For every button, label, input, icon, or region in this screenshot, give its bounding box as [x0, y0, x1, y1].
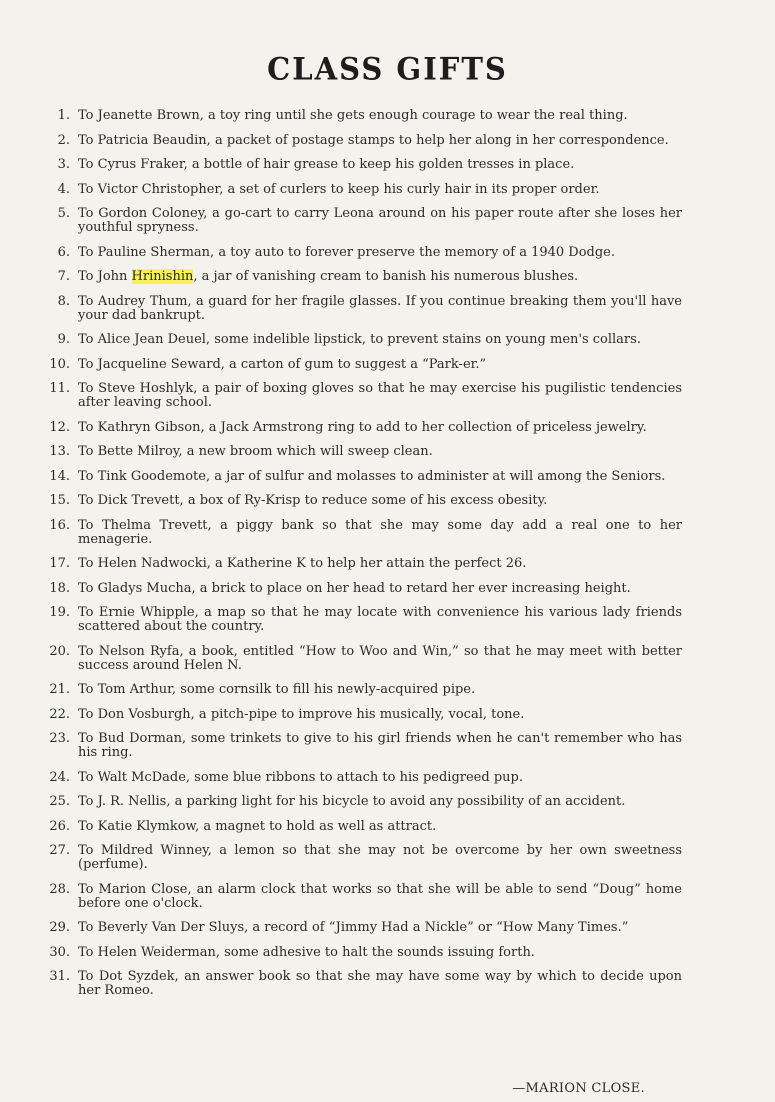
item-text: To Walt McDade, some blue ribbons to attach to his pedigreed pup.	[78, 769, 523, 785]
item-text: To Kathryn Gibson, a Jack Armstrong ring to add to her collection of priceless jewelry.	[78, 419, 647, 435]
item-text: To Dot Syzdek, an answer book so that she may have some way by which to decide upon her Romeo.	[78, 969, 682, 998]
list-item	[42, 109, 682, 123]
item-text: To Steve Hoshlyk, a pair of boxing gloves so that he may exercise his pugilistic tendencies after leaving school.	[78, 381, 682, 410]
item-number: 14.	[49, 468, 70, 484]
item-number: 3.	[57, 157, 70, 172]
item-number: 25.	[49, 794, 70, 809]
list-item	[42, 333, 682, 347]
item-text	[78, 270, 682, 284]
item-number: 23.	[49, 731, 70, 746]
item-number: 28.	[49, 881, 70, 897]
item-text: To Gordon Coloney, a go-cart to carry Leona around on his paper route after she loses her youthful spryness.	[78, 206, 682, 235]
item-number: 16.	[49, 517, 70, 533]
list-item	[42, 246, 682, 260]
item-text: To Jacqueline Seward, a carton of gum to suggest a “Park-er.”	[78, 356, 487, 372]
item-text: To Dick Trevett, a box of Ry-Krisp to reduce some of his excess obesity.	[78, 493, 548, 508]
item-number: 10.	[49, 356, 70, 372]
list-item	[42, 557, 682, 571]
list-item	[42, 795, 682, 809]
item-text: To Cyrus Fraker, a bottle of hair grease to keep his golden tresses in place.	[78, 157, 575, 172]
item-text-pre: To John	[78, 269, 132, 284]
item-text: To Helen Weiderman, some adhesive to halt the sounds issuing forth.	[78, 944, 535, 960]
item-text: To Nelson Ryfa, a book, entitled “How to Woo and Win,” so that he may meet with better success around Helen N.	[78, 643, 682, 673]
item-text: To Victor Christopher, a set of curlers to keep his curly hair in its proper order.	[78, 181, 600, 197]
item-text: To Marion Close, an alarm clock that works so that she will be able to send “Doug” home before one o'clock.	[78, 881, 682, 911]
item-text: To Bud Dorman, some trinkets to give to his girl friends when he can't remember who has his ring.	[78, 731, 682, 760]
list-item	[42, 134, 682, 148]
item-number: 9.	[57, 332, 70, 347]
item-text: To J. R. Nellis, a parking light for his bicycle to avoid any possibility of an accident.	[78, 794, 626, 809]
list-item	[42, 382, 682, 410]
list-item	[42, 183, 682, 197]
item-text: To Ernie Whipple, a map so that he may locate with convenience his various lady friends scattered about the country.	[78, 605, 682, 634]
list-item	[42, 158, 682, 172]
list-item	[42, 207, 682, 235]
item-number: 1.	[57, 108, 70, 123]
list-item	[42, 946, 682, 960]
list-item	[42, 519, 682, 547]
item-text: To Helen Nadwocki, a Katherine K to help her attain the perfect 26.	[78, 556, 527, 571]
item-text: To Patricia Beaudin, a packet of postage stamps to help her along in her correspondence.	[78, 132, 669, 148]
list-item	[42, 582, 682, 596]
item-number: 19.	[49, 605, 70, 620]
item-text: To Thelma Trevett, a piggy bank so that she may some day add a real one to her menagerie.	[78, 517, 682, 547]
list-item	[42, 708, 682, 722]
item-number: 13.	[49, 444, 70, 459]
item-text: To Gladys Mucha, a brick to place on her head to retard her ever increasing height.	[78, 580, 631, 596]
item-number: 17.	[49, 556, 70, 571]
list-item	[42, 470, 682, 484]
list-item	[42, 732, 682, 760]
item-number: 20.	[49, 643, 70, 659]
page-title: CLASS GIFTS	[267, 51, 508, 87]
highlighted-name: Hrinishin	[131, 269, 194, 284]
list-item	[42, 606, 682, 634]
item-number: 26.	[49, 818, 70, 834]
list-item	[42, 820, 682, 834]
list-item	[42, 421, 682, 435]
item-text-post: , a jar of vanishing cream to banish his numerous blushes.	[193, 269, 579, 284]
item-number: 4.	[57, 181, 70, 197]
item-text: To Alice Jean Deuel, some indelible lipstick, to prevent stains on young men's collars.	[78, 332, 641, 347]
item-number: 22.	[49, 706, 70, 722]
item-number: 24.	[49, 769, 70, 785]
item-number: 27.	[49, 843, 70, 858]
item-text: To Don Vosburgh, a pitch-pipe to improve his musically, vocal, tone.	[78, 706, 525, 722]
item-number: 11.	[49, 381, 70, 396]
list-item	[42, 683, 682, 697]
list-item	[42, 771, 682, 785]
item-number: 15.	[49, 493, 70, 508]
item-text: To Tink Goodemote, a jar of sulfur and molasses to administer at will among the Seniors.	[78, 468, 666, 484]
list-item	[42, 883, 682, 911]
list-item	[42, 494, 682, 508]
item-number: 31.	[49, 969, 70, 984]
item-text: To Jeanette Brown, a toy ring until she gets enough courage to wear the real thing.	[78, 108, 628, 123]
item-text: To Bette Milroy, a new broom which will sweep clean.	[78, 444, 433, 459]
item-number: 29.	[49, 920, 70, 935]
item-text: To Tom Arthur, some cornsilk to fill his newly-acquired pipe.	[78, 682, 476, 697]
item-text: To Pauline Sherman, a toy auto to forever preserve the memory of a 1940 Dodge.	[78, 244, 616, 260]
item-text: To Audrey Thum, a guard for her fragile glasses. If you continue breaking them you'll have your dad bankrupt.	[78, 293, 682, 323]
list-item	[42, 645, 682, 673]
item-number: 6.	[57, 244, 70, 260]
item-text: To Katie Klymkow, a magnet to hold as well as attract.	[78, 818, 437, 834]
item-number: 18.	[49, 580, 70, 596]
item-text: To Mildred Winney, a lemon so that she may not be overcome by her own sweetness (perfume).	[78, 843, 682, 872]
item-number: 2.	[57, 132, 70, 148]
list-item	[42, 844, 682, 872]
item-number: 30.	[49, 944, 70, 960]
item-number: 7.	[57, 269, 70, 284]
list-item	[42, 445, 682, 459]
item-number: 5.	[57, 206, 70, 221]
gift-list	[42, 109, 682, 1009]
item-number: 12.	[49, 419, 70, 435]
list-item	[42, 921, 682, 935]
signature: —MARION CLOSE.	[512, 1081, 645, 1096]
list-item	[42, 358, 682, 372]
list-item	[42, 270, 682, 284]
item-number: 21.	[49, 682, 70, 697]
list-item	[42, 970, 682, 998]
item-text: To Beverly Van Der Sluys, a record of “Jimmy Had a Nickle” or “How Many Times.”	[78, 920, 629, 935]
item-number: 8.	[57, 293, 70, 309]
list-item	[42, 295, 682, 323]
